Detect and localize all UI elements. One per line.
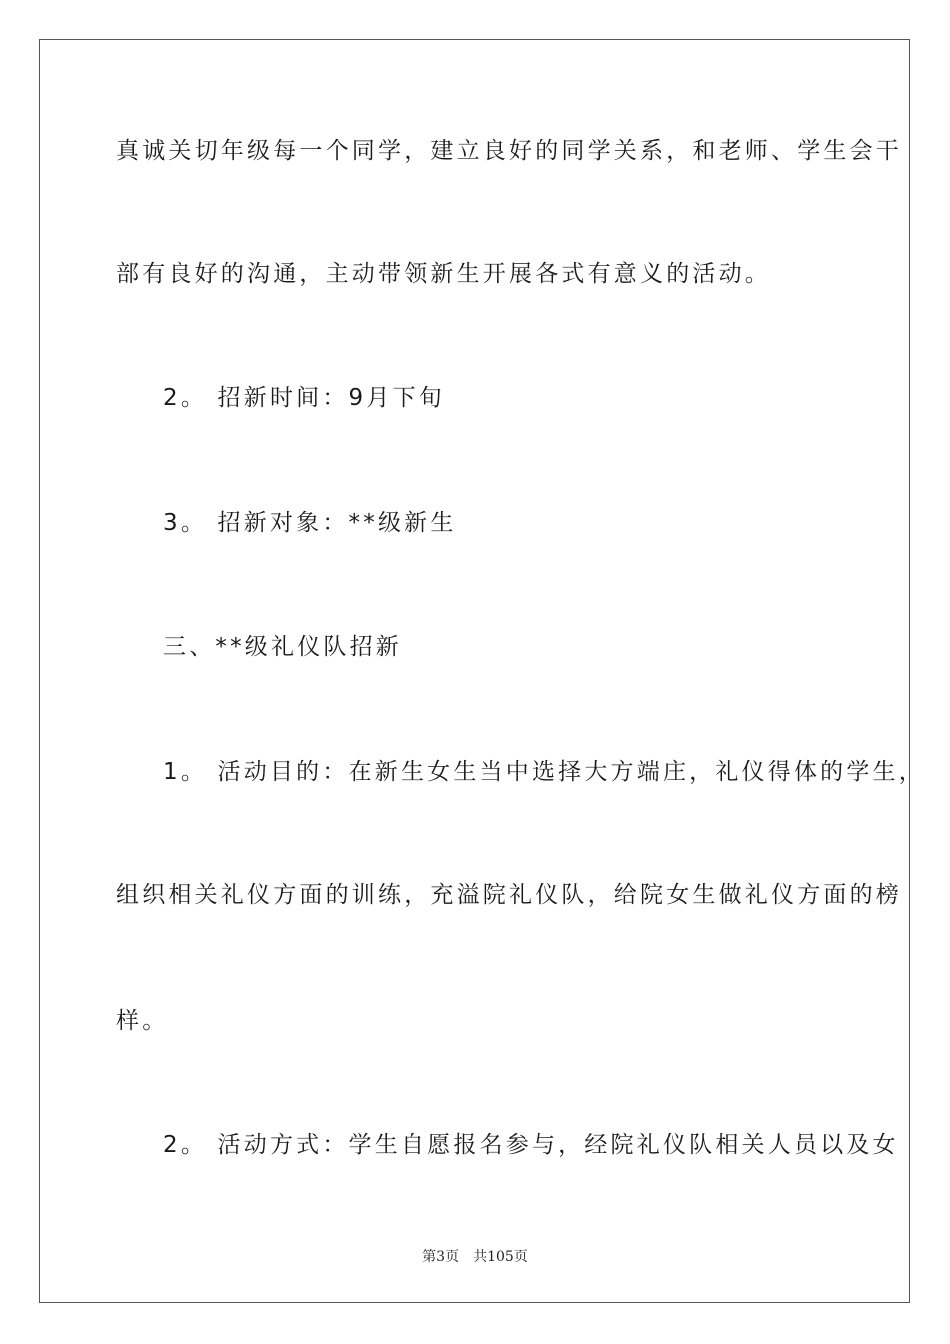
text-line-9: 2。 活动方式：学生自愿报名参与，经院礼仪队相关人员以及女 <box>163 1132 899 1158</box>
total-pages: 共105页 <box>473 1249 528 1265</box>
page-footer <box>0 1246 950 1266</box>
text-line-3: 2。 招新时间：9月下旬 <box>163 385 445 411</box>
text-line-4: 3。 招新对象：**级新生 <box>163 510 457 536</box>
page-number: 第3页 <box>422 1249 460 1265</box>
text-line-8: 样。 <box>116 1008 169 1034</box>
text-line-7: 组织相关礼仪方面的训练，充溢院礼仪队，给院女生做礼仪方面的榜 <box>116 882 902 908</box>
text-line-6: 1。 活动目的：在新生女生当中选择大方端庄，礼仪得体的学生， <box>163 759 925 785</box>
text-line-1: 真诚关切年级每一个同学，建立良好的同学关系，和老师、学生会干 <box>116 138 902 164</box>
text-line-2: 部有良好的沟通，主动带领新生开展各式有意义的活动。 <box>116 261 771 287</box>
section-heading: 三、**级礼仪队招新 <box>163 634 402 660</box>
page-border <box>39 39 910 1303</box>
